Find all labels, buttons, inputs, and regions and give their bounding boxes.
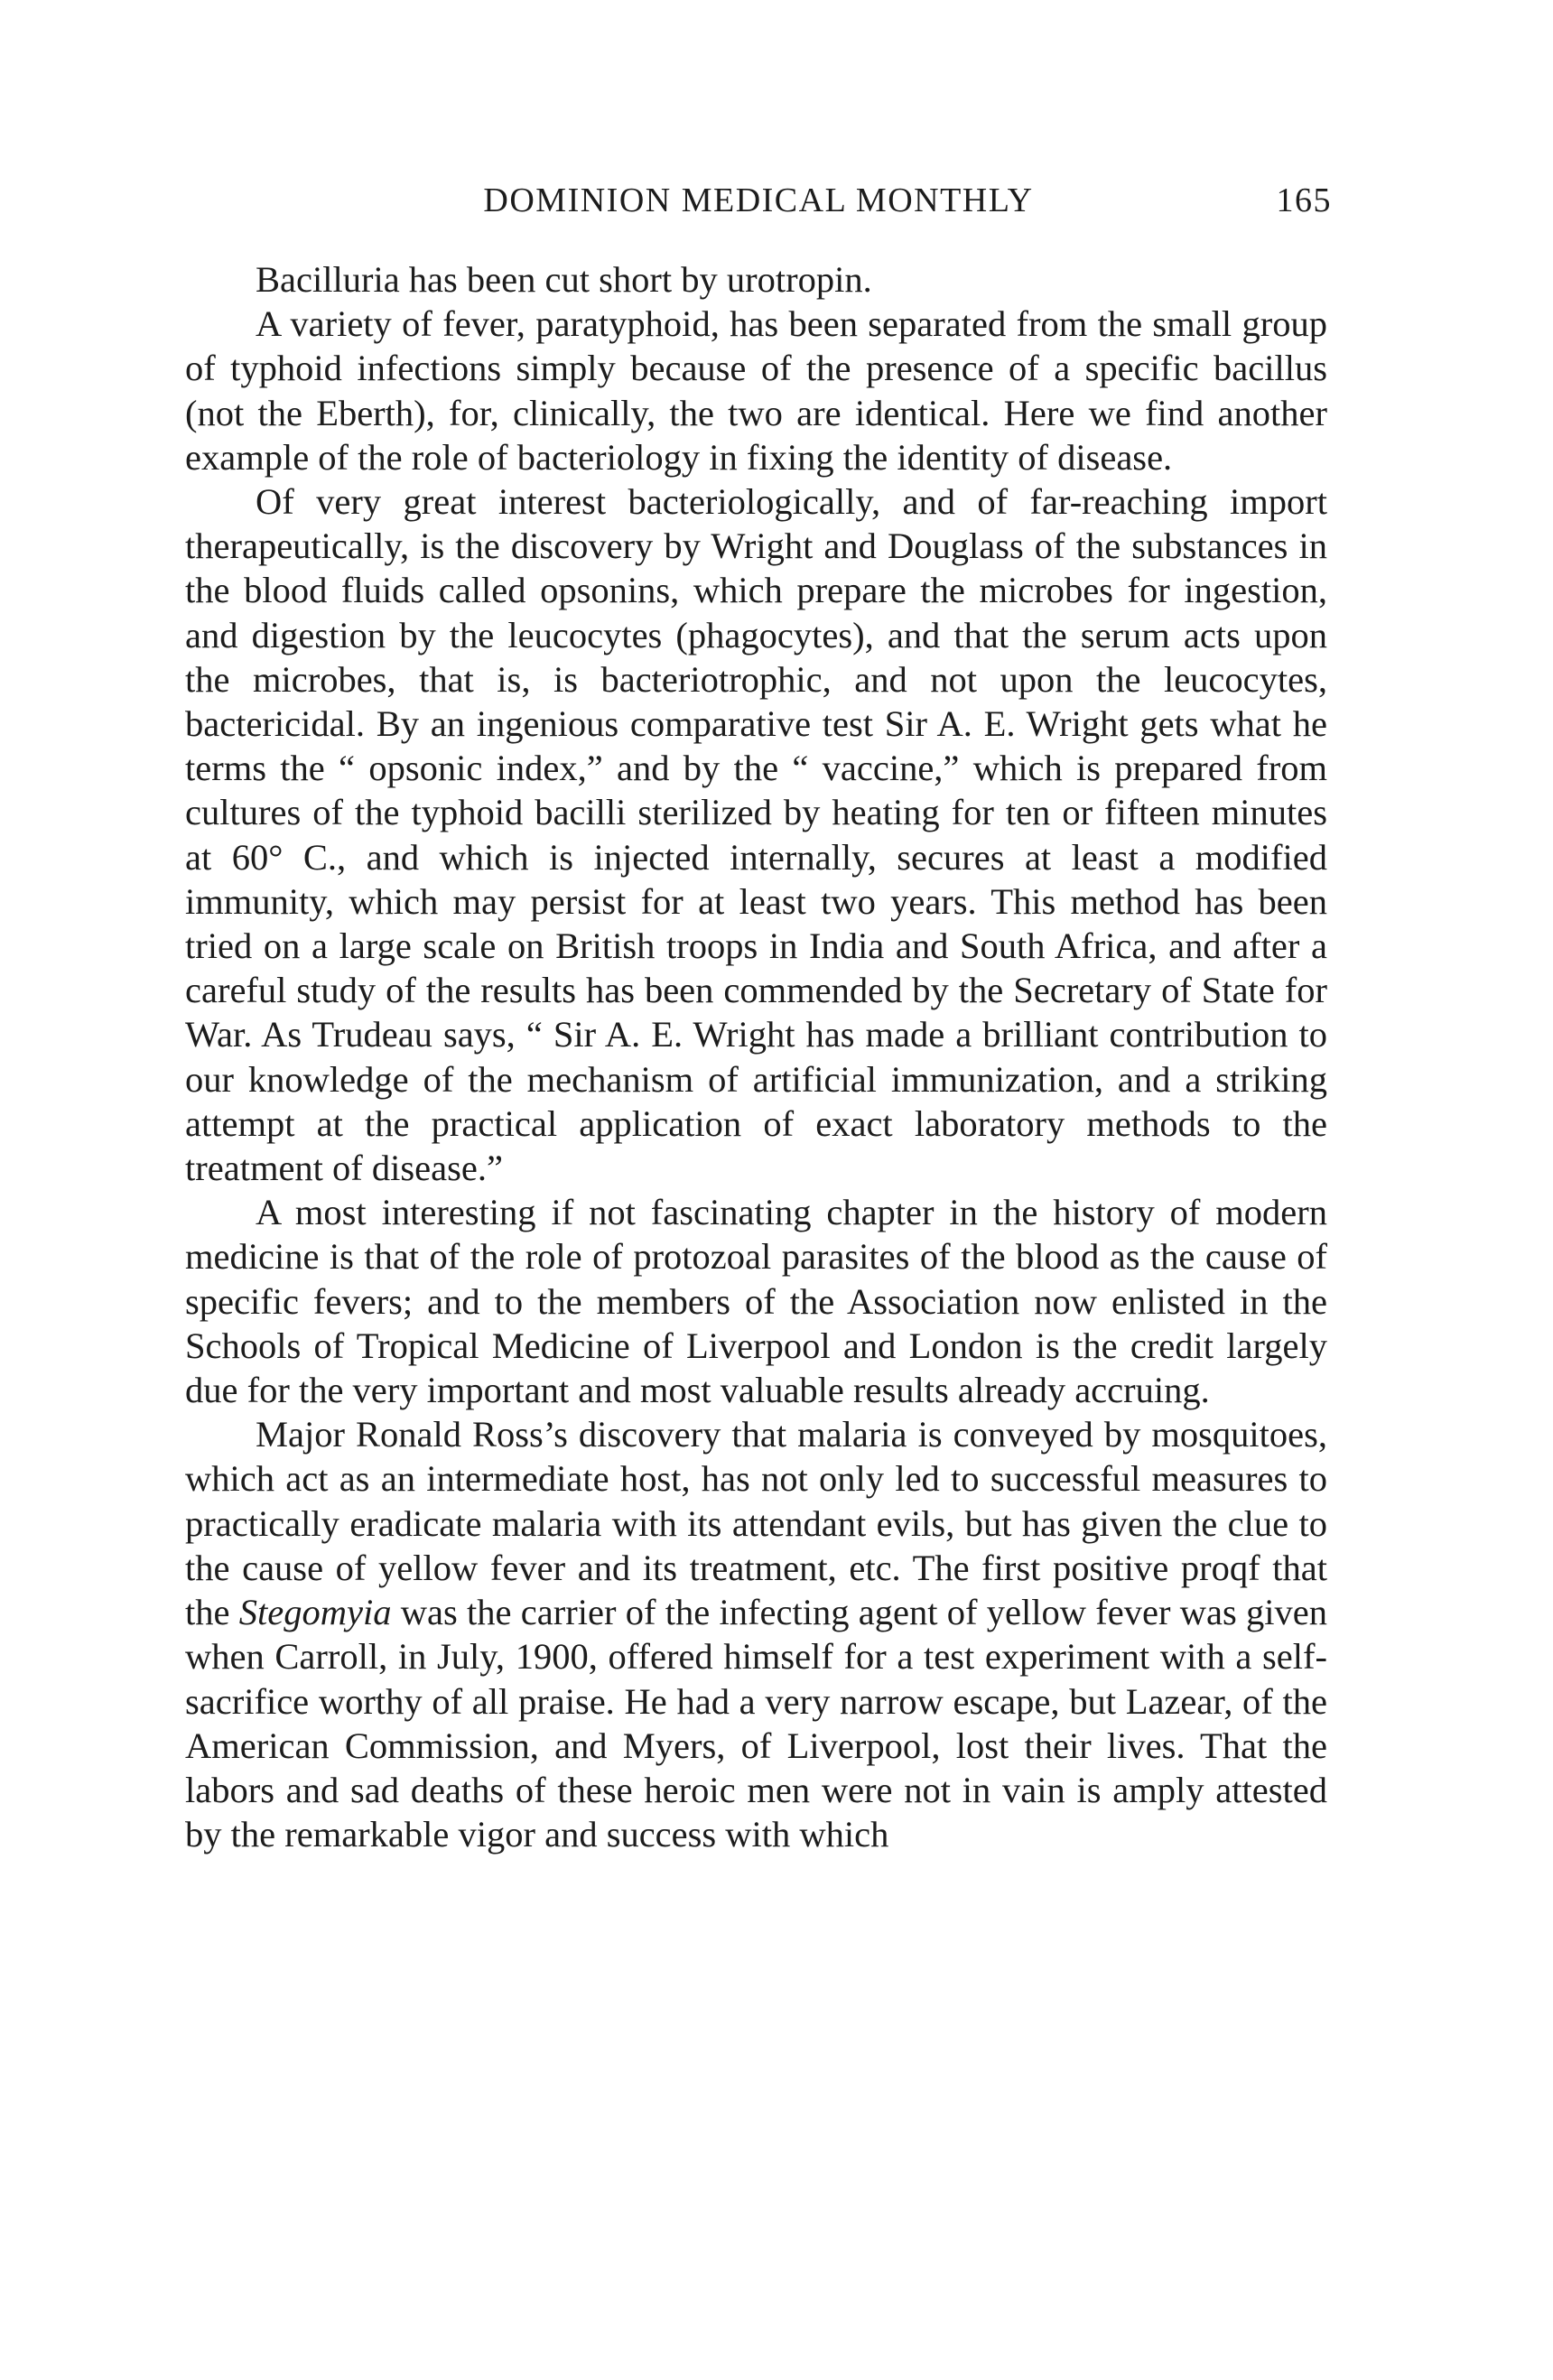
- running-title: DOMINION MEDICAL MONTHLY: [483, 181, 1034, 219]
- running-head: [185, 181, 1332, 235]
- paragraph-protozoal-parasites: A most interesting if not fascinating chapter in the history of modern medicine is that of the role of protozoal parasites of the blood as the cause of specific fevers; and to the members of the Association now enlisted in the Schools of Tropical Medicine of Liverpool and London is the credit largely due for the very important and most valuable results already accruing.: [185, 1192, 1327, 1411]
- paragraph-opsonins: Of very great interest bacteriologically, and of far-reaching import therapeutically, is the discovery by Wright and Douglass of the substances in the blood fluids called opsonins, which prepare the microbes for ingestion, and digestion by the leucocytes (phagocytes), and that the serum acts upon the microbes, that is, is bacteriotrophic, and not upon the leucocytes, bactericidal. By an ingenious comparative test Sir A. E. Wright gets what he terms the “ opsonic index,” and by the “ vaccine,” which is prepared from cultures of the typhoid bacilli sterilized by heating for ten or fifteen minutes at 60° C., and which is injected internally, secures at least a modified immunity, which may persist for at least two years. This method has been tried on a large scale on British troops in India and South Africa, and after a careful study of the results has been commended by the Secretary of State for War. As Trudeau says, “ Sir A. E. Wright has made a brilliant contribution to our knowledge of the mechanism of artificial immunization, and a striking attempt at the practical application of exact laboratory methods to the treatment of disease.”: [185, 481, 1327, 1189]
- body-text: [185, 257, 1327, 1856]
- paragraph-malaria-yellow-fever: [185, 1412, 1327, 1856]
- paragraph-paratyphoid: A variety of fever, paratyphoid, has been separated from the small group of typhoid infections simply because of the presence of a specific bacillus (not the Eberth), for, clinically, the two are identical. Here we find another example of the role of bacteriology in fixing the identity of disease.: [185, 303, 1327, 478]
- paragraph-text-segment: Major Ronald Ross’s discovery that malaria is conveyed by mosquitoes, which act as an intermediate host, has not only led to successful measures to practically eradicate malaria with its attendant evils, but has given the clue to the cause of yellow fever and its treatment, etc. The first positive proqf that the: [185, 1414, 1327, 1633]
- paragraph-text-segment: was the carrier of the infecting agent of yellow fever was given when Carroll, in July, 1900, offered himself for a test experiment with a self-sacrifice worthy of all praise. He had a very narrow escape, but Lazear, of the American Commission, and Myers, of Liverpool, lost their lives. That the labors and sad deaths of these heroic men were not in vain is amply attested by the remarkable vigor and success with which: [185, 1592, 1327, 1855]
- italic-species-name: Stegomyia: [238, 1592, 392, 1633]
- page-number: 165: [1276, 181, 1332, 219]
- paragraph-bacilluria: Bacilluria has been cut short by urotropin.: [256, 259, 872, 300]
